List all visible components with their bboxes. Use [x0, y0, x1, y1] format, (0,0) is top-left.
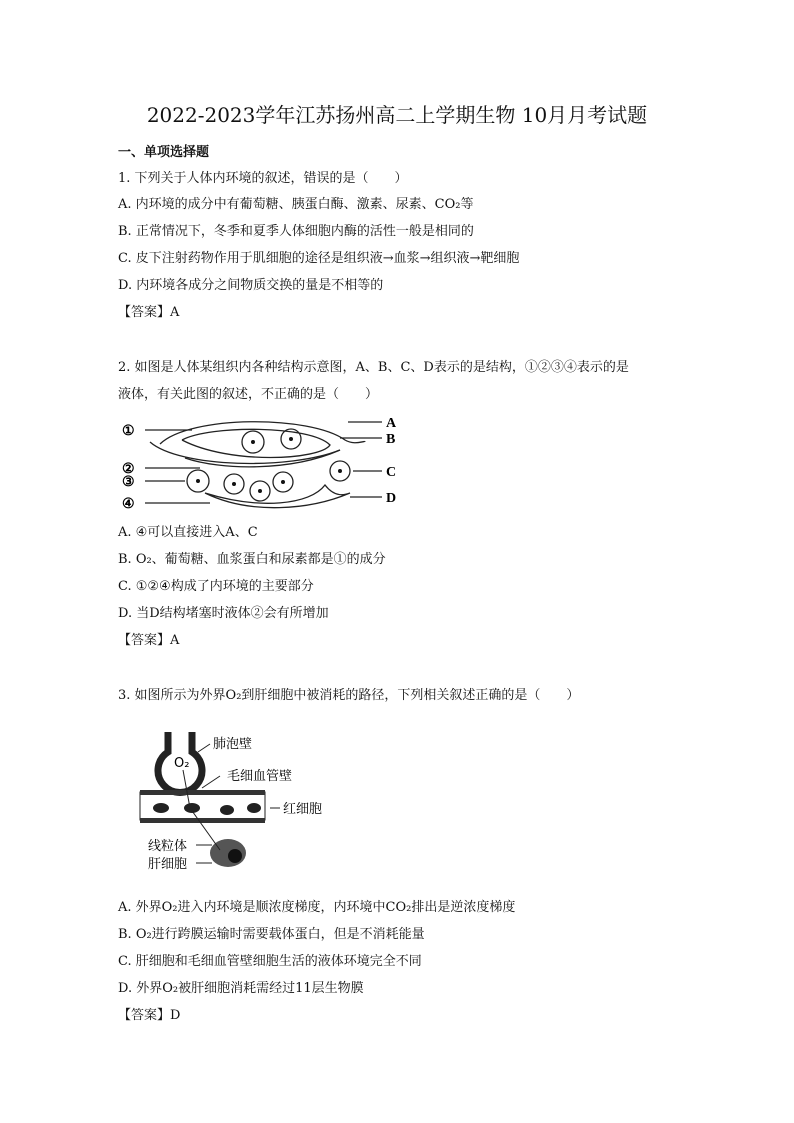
structure-label-d: D [386, 491, 397, 506]
q3-answer: 【答案】D [118, 1008, 181, 1023]
mitochondria-label: 线粒体 [148, 839, 188, 854]
capillary-wall-label: 毛细血管壁 [227, 769, 293, 784]
fluid-label-1: ① [122, 424, 135, 439]
q1-option-a: A. 内环境的成分中有葡萄糖、胰蛋白酶、激素、尿素、CO₂等 [118, 197, 474, 212]
q2-option-b: B. O₂、葡萄糖、血浆蛋白和尿素都是①的成分 [118, 552, 386, 567]
oxygen-pathway-diagram [110, 720, 350, 880]
question-3-stem: 3. 如图所示为外界O₂到肝细胞中被消耗的路径，下列相关叙述正确的是（ ） [118, 688, 580, 703]
structure-label-b: B [386, 432, 396, 447]
fluid-label-2: ② [122, 462, 135, 477]
alveolus-wall-label: 肺泡壁 [213, 737, 253, 752]
q1-option-d: D. 内环境各成分之间物质交换的量是不相等的 [118, 278, 384, 293]
tissue-structure-diagram [110, 410, 420, 520]
question-1-stem: 1. 下列关于人体内环境的叙述，错误的是（ ） [118, 171, 408, 186]
question-2-stem-line1: 2. 如图是人体某组织内各种结构示意图，A、B、C、D表示的是结构，①②③④表示的是 [118, 360, 629, 375]
q3-option-a: A. 外界O₂进入内环境是顺浓度梯度，内环境中CO₂排出是逆浓度梯度 [118, 900, 516, 915]
q2-option-c: C. ①②④构成了内环境的主要部分 [118, 579, 314, 594]
q3-option-c: C. 肝细胞和毛细血管壁细胞生活的液体环境完全不同 [118, 954, 422, 969]
o2-label: O₂ [174, 756, 190, 771]
page-title: 2022-2023学年江苏扬州高二上学期生物 10月月考试题 [146, 103, 648, 127]
structure-label-a: A [386, 416, 397, 431]
question-2-stem-line2: 液体，有关此图的叙述，不正确的是（ ） [118, 387, 379, 402]
section-heading: 一、单项选择题 [118, 145, 210, 160]
q2-answer: 【答案】A [118, 633, 180, 648]
structure-label-c: C [386, 465, 397, 480]
q2-option-d: D. 当D结构堵塞时液体②会有所增加 [118, 606, 329, 621]
fluid-label-4: ④ [122, 497, 135, 512]
red-blood-cell-label: 红细胞 [283, 802, 323, 817]
q1-answer: 【答案】A [118, 305, 180, 320]
fluid-label-3: ③ [122, 475, 135, 490]
q3-option-b: B. O₂进行跨膜运输时需要载体蛋白，但是不消耗能量 [118, 927, 425, 942]
q1-option-b: B. 正常情况下，冬季和夏季人体细胞内酶的活性一般是相同的 [118, 224, 474, 239]
q1-option-c: C. 皮下注射药物作用于肌细胞的途径是组织液→血浆→组织液→靶细胞 [118, 251, 520, 266]
q2-option-a: A. ④可以直接进入A、C [118, 525, 258, 540]
q3-option-d: D. 外界O₂被肝细胞消耗需经过11层生物膜 [118, 981, 364, 996]
liver-cell-label: 肝细胞 [148, 857, 188, 872]
